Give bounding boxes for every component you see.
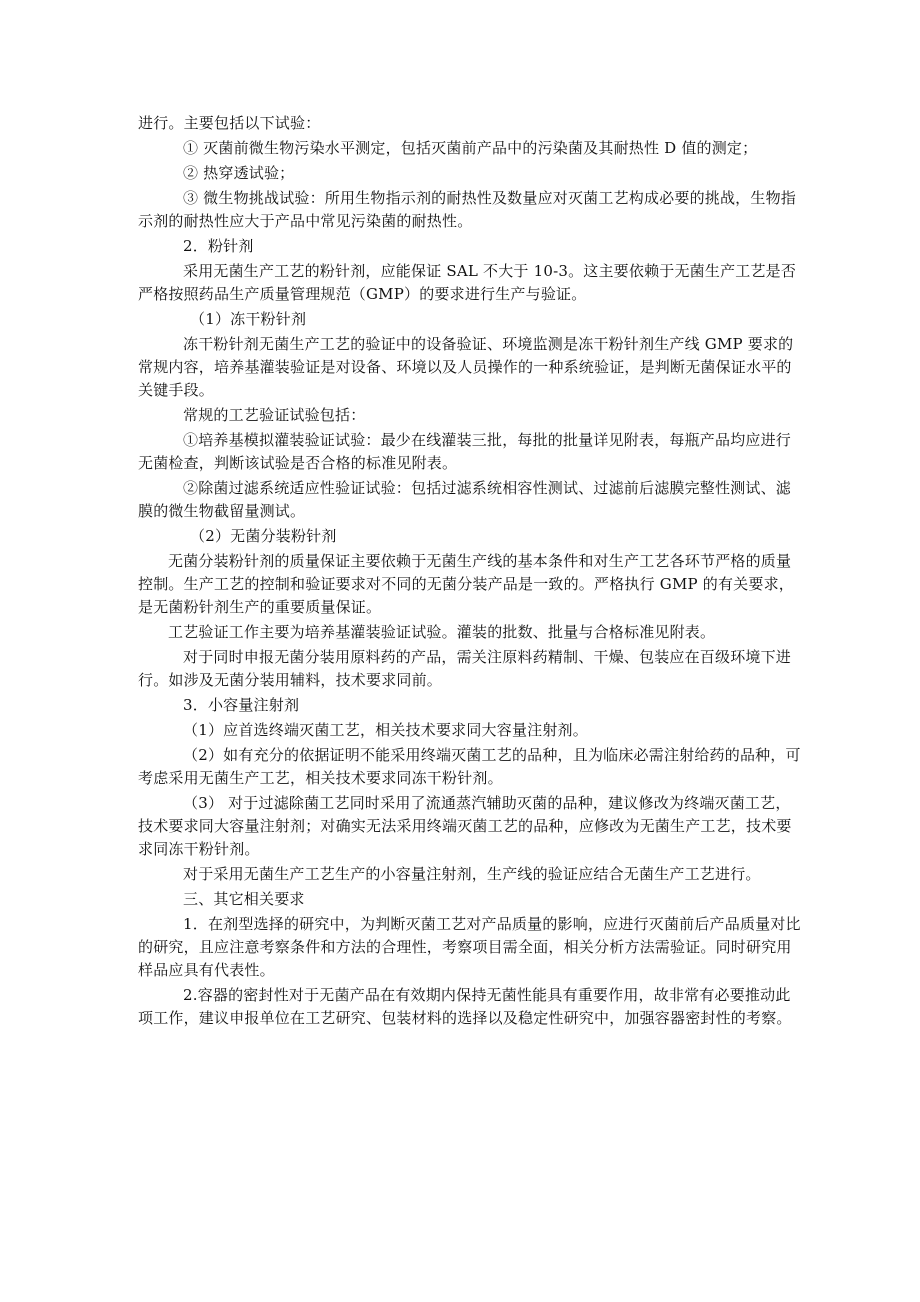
paragraph: 采用无菌生产工艺的粉针剂，应能保证 SAL 不大于 10-3。这主要依赖于无菌生产工艺是否严格按照药品生产质量管理规范（GMP）的要求进行生产与验证。 [138,262,797,303]
paragraph: ② 热穿透试验； [183,164,295,182]
paragraph: 工艺验证工作主要为培养基灌装验证试验。灌装的批数、批量与合格标准见附表。 [168,623,716,641]
paragraph: ②除菌过滤系统适应性验证试验：包括过滤系统相容性测试、过滤前后滤膜完整性测试、滤膜的微生物截留量测试。 [138,479,792,520]
paragraph: 2.容器的密封性对于无菌产品在有效期内保持无菌性能具有重要作用，故非常有必要推动此项工作，建议申报单位在工艺研究、包装材料的选择以及稳定性研究中，加强容器密封性的考察。 [138,986,792,1027]
paragraph: （1）应首选终端灭菌工艺，相关技术要求同大容量注射剂。 [183,721,588,739]
paragraph: 三、其它相关要求 [183,890,305,908]
paragraph: 对于同时申报无菌分装用原料药的产品，需关注原料药精制、干燥、包装应在百级环境下进行。如涉及无菌分装用辅料，技术要求同前。 [138,648,792,689]
paragraph: （3） 对于过滤除菌工艺同时采用了流通蒸汽辅助灭菌的品种，建议修改为终端灭菌工艺，技术要求同大容量注射剂；对确实无法采用终端灭菌工艺的品种，应修改为无菌生产工艺，技术要求同冻干粉针剂。 [138,794,792,858]
paragraph: （2）如有充分的依据证明不能采用终端灭菌工艺的品种，且为临床必需注射给药的品种，可考虑采用无菌生产工艺，相关技术要求同冻干粉针剂。 [138,746,801,787]
paragraph: 3．小容量注射剂 [183,696,300,714]
paragraph: （1）冻干粉针剂 [190,310,307,328]
paragraph: 进行。主要包括以下试验： [138,114,321,132]
paragraph: 冻干粉针剂无菌生产工艺的验证中的设备验证、环境监测是冻干粉针剂生产线 GMP 要求的常规内容，培养基灌装验证是对设备、环境以及人员操作的一种系统验证，是判断无菌保证水平的关键手段。 [138,335,794,399]
paragraph: 2．粉针剂 [183,237,254,255]
paragraph: （2）无菌分装粉针剂 [190,527,337,545]
document-body [138,112,802,1032]
paragraph: 1．在剂型选择的研究中，为判断灭菌工艺对产品质量的影响，应进行灭菌前后产品质量对比的研究，且应注意考察条件和方法的合理性，考察项目需全面，相关分析方法需验证。同时研究用样品应具有代表性。 [138,915,801,979]
paragraph: 常规的工艺验证试验包括： [183,406,366,424]
paragraph: ③ 微生物挑战试验：所用生物指示剂的耐热性及数量应对灭菌工艺构成必要的挑战，生物指示剂的耐热性应大于产品中常见污染菌的耐热性。 [138,189,796,230]
paragraph: ① 灭菌前微生物污染水平测定，包括灭菌前产品中的污染菌及其耐热性 D 值的测定； [183,139,758,157]
paragraph: 无菌分装粉针剂的质量保证主要依赖于无菌生产线的基本条件和对生产工艺各环节严格的质量控制。生产工艺的控制和验证要求对不同的无菌分装产品是一致的。严格执行 GMP 的有关要求，是无菌粉针剂生产的重要质量保证。 [138,552,794,616]
paragraph: ①培养基模拟灌装验证试验：最少在线灌装三批，每批的批量详见附表，每瓶产品均应进行无菌检查，判断该试验是否合格的标准见附表。 [138,431,792,472]
paragraph: 对于采用无菌生产工艺生产的小容量注射剂，生产线的验证应结合无菌生产工艺进行。 [183,865,761,883]
